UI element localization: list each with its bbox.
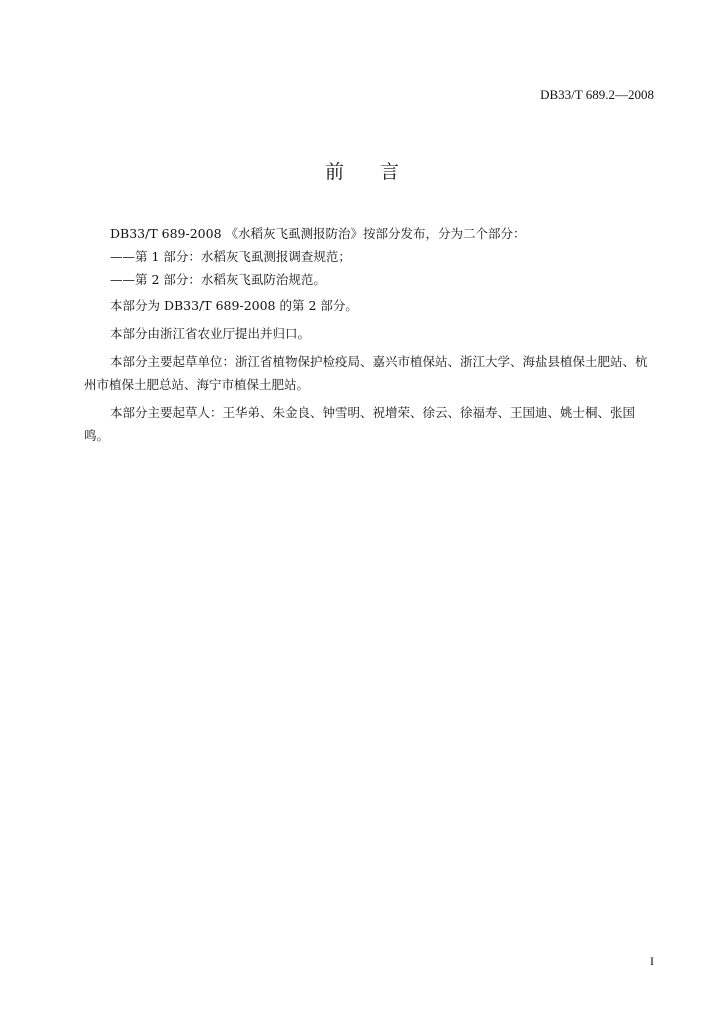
foreword-body (84, 222, 656, 447)
this-part-paragraph: 本部分为 DB33/T 689-2008 的第 2 部分。 (110, 298, 358, 313)
drafting-units-paragraph: 本部分主要起草单位：浙江省植物保护检疫局、嘉兴市植保站、浙江大学、海盐县植保土肥站、杭州市植保土肥总站、海宁市植保土肥站。 (84, 354, 648, 392)
page-title (0, 157, 724, 184)
page-number: I (650, 954, 654, 968)
intro-paragraph: DB33/T 689-2008 《水稻灰飞虱测报防治》按部分发布，分为二个部分： (110, 226, 526, 241)
title-char-2: 言 (380, 161, 400, 183)
proposed-by-paragraph: 本部分由浙江省农业厅提出并归口。 (110, 326, 311, 341)
part-2-item: ——第 2 部分：水稻灰飞虱防治规范。 (110, 272, 326, 287)
standard-code: DB33/T 689.2—2008 (540, 87, 654, 102)
drafters-paragraph: 本部分主要起草人：王华弟、朱金良、钟雪明、祝增荣、徐云、徐福寿、王国迪、姚士桐、张国鸣。 (84, 405, 636, 443)
title-char-1: 前 (324, 161, 344, 183)
part-1-item: ——第 1 部分：水稻灰飞虱测报调查规范； (110, 249, 351, 264)
